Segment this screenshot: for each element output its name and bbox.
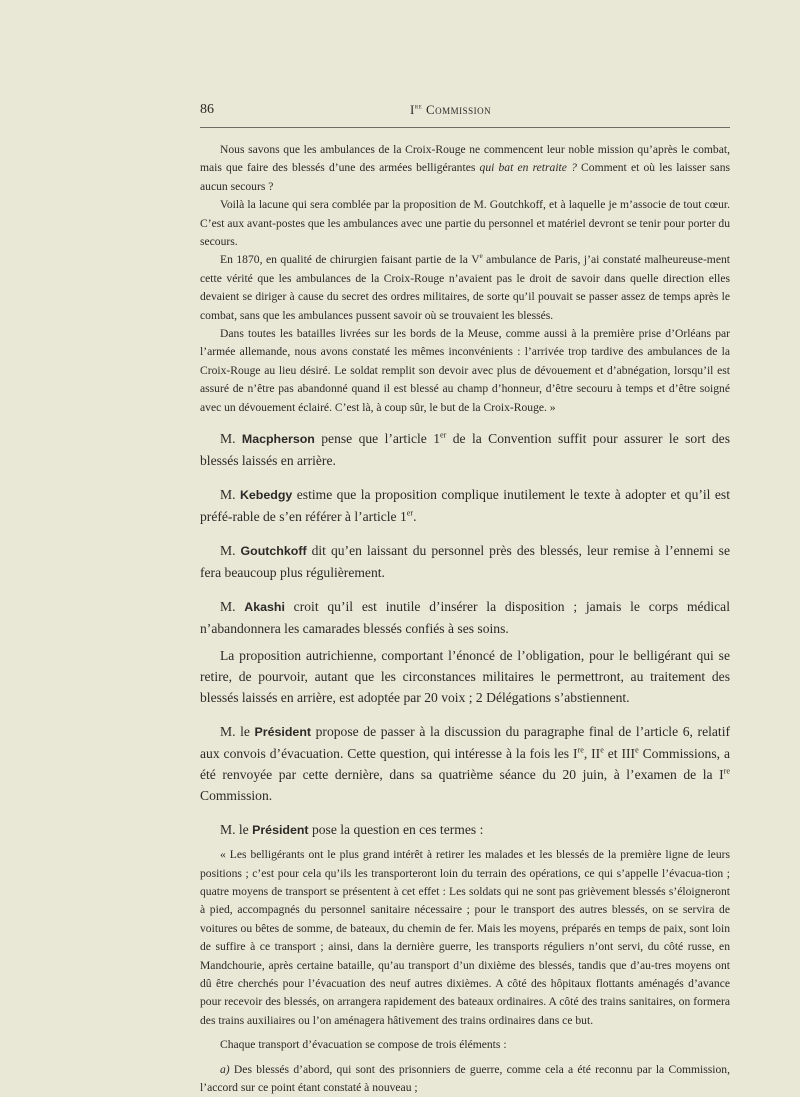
paragraph (200, 819, 730, 841)
emphasis: a) (220, 1062, 230, 1076)
text-run: , II (583, 746, 601, 762)
text-run: M. le (220, 822, 253, 838)
paragraph (200, 1036, 730, 1054)
superscript: re (723, 766, 730, 776)
speaker-name: Kebedgy (239, 488, 293, 503)
text-run: . (413, 509, 417, 525)
text-run: pose la question en ces termes : (308, 822, 484, 838)
paragraph (200, 484, 730, 527)
text-run: M. (220, 487, 240, 503)
text-run: « Les belligérants ont le plus grand intérêt à retirer les malades et les blessés de la première ligne de leurs positions ; c’est pour cela qu’ils les transporteront loin du terrain des opérations, ce qui s’appelle l’évacua-tion ; quatre moyens de transport se présentent à cet effet : Les soldats qui ne sont pas grièvement blessés s’éloigneront à pied, accompagnés du personnel sanitaire nécessaire ; pour le transport des autres blessés, on se servira de voitures ou bêtes de somme, de bateaux, du chemin de fer. Mais les moyens, préparés en temps de paix, sont loin de suffire à ce transport ; ainsi, dans la dernière guerre, les transports réguliers n’ont servi, du côté russe, en Mandchourie, après certaine bataille, qu’au transport d’un dixième des blessés, tandis que d’au-tres moyens ont dû être cherchés pour l’évacuation des neuf autres dixièmes. A côté des hôpitaux flottants aménagés d’avance pour recevoir des blessés, on arrangera rapidement des bateaux ordinaires. A côté des trains sanitaires, on formera des trains auxiliaires ou l’on aménagera hâtivement des trains ordinaires dans ce but. (200, 848, 730, 1027)
paragraph (200, 141, 730, 196)
text-run: de la Convention suffit pour assurer le sort des blessés laissés en arrière. (200, 431, 731, 469)
paragraph (200, 645, 730, 708)
speaker-name: Président (252, 823, 309, 838)
speaker-name: Macpherson (241, 432, 315, 447)
text-run: M. (220, 431, 242, 447)
text-run: estime que la proposition complique inutilement le texte à adopter et qu’il est préfé-rable de s’en référer à l’article 1 (200, 487, 730, 525)
text-run: Chaque transport d’évacuation se compose de trois éléments : (220, 1038, 507, 1052)
page-body (200, 141, 730, 1097)
speaker-name: Président (254, 725, 312, 740)
superscript: er (406, 508, 414, 518)
text-run: ambulance de Paris, j’ai constaté malheureuse-ment cette vérité que les ambulances de la Croix-Rouge n’avaient pas le droit de savoir dans quelle direction elles devaient se diriger à cause du secret des ordres militaires, de sorte qu’il pouvait se passer assez de temps après le combat, sans que les ambulances pussent savoir où se trouvaient les blessés. (200, 253, 730, 322)
text-run: Commission. (200, 788, 273, 804)
paragraph (200, 721, 730, 806)
running-title: Ire Commission (410, 101, 492, 117)
superscript: e (600, 745, 604, 755)
text-run: M. le (220, 724, 255, 740)
superscript: e (479, 252, 483, 261)
text-run: Commissions, a été renvoyée par cette dernière, dans sa quatrième séance du 20 juin, à l’examen de la I (200, 746, 730, 783)
text-run: M. (220, 599, 245, 615)
text-run: La proposition autrichienne, comportant l’énoncé de l’obligation, pour le belligérant qui se retire, de pourvoir, autant que les circonstances militaires le permettront, au traitement des blessés laissés en arrière, est adoptée par 20 voix ; 2 Délégations s’abstiennent. (200, 648, 730, 706)
text-run: Nous savons que les ambulances de la Croix-Rouge ne commencent leur noble mission qu’après le combat, mais que faire des blessés d’une des armées belligérantes (200, 143, 730, 175)
paragraph (200, 196, 730, 251)
text-run: Comment et où les laisser sans aucun secours ? (200, 161, 731, 193)
page-header (200, 102, 730, 122)
speaker-name: Goutchkoff (240, 544, 307, 559)
superscript: er (440, 430, 447, 440)
text-run: croit qu’il est inutile d’insérer la disposition ; jamais le corps médical n’abandonnera les camarades blessés confiés à ses soins. (200, 599, 730, 637)
superscript: re (577, 745, 584, 755)
paragraph (200, 540, 730, 583)
text-run: Voilà la lacune qui sera comblée par la proposition de M. Goutchkoff, et à laquelle je m’associe de tout cœur. C’est aux avant-postes que les ambulances avec une partie du personnel et matériel devront se tenir pour porter du secours. (200, 198, 730, 249)
text-run: et III (603, 746, 636, 762)
text-run: Dans toutes les batailles livrées sur les bords de la Meuse, comme aussi à la première prise d’Orléans par l’armée allemande, nous avons constaté les mêmes inconvénients : l’arrivée trop tardive des ambulances de la Croix-Rouge au lieu désiré. Le soldat remplit son devoir avec plus de dévouement et d’abnégation, lorsqu’il est assuré de n’être pas abandonné quand il est blessé au champ d’honneur, d’être secouru à temps et d’être soigné avec un dévouement éclairé. C’est là, à coup sûr, le but de la Croix-Rouge. » (200, 327, 730, 414)
text-run: propose de passer à la discussion du paragraphe final de l’article 6, relatif aux convois d’évacuation. Cette question, qui intéresse à la fois les I (200, 724, 730, 762)
emphasis: qui bat en retraite ? (479, 161, 577, 175)
page-number: 86 (200, 102, 214, 117)
text-run: Des blessés d’abord, qui sont des prisonniers de guerre, comme cela a été reconnu par la Commission, l’accord sur ce point étant constaté à nouveau ; (200, 1062, 730, 1094)
paragraph (200, 325, 730, 417)
superscript: e (635, 745, 639, 755)
paragraph (200, 1061, 730, 1097)
text-run: pense que l’article 1 (314, 431, 441, 447)
paragraph (200, 596, 730, 639)
text-run: dit qu’en laissant du personnel près des blessés, leur remise à l’ennemi se fera beaucoup plus régulièrement. (200, 543, 730, 581)
speaker-name: Akashi (244, 600, 285, 615)
paragraph (200, 428, 730, 471)
paragraph (200, 251, 730, 325)
text-run: En 1870, en qualité de chirurgien faisant partie de la V (220, 253, 480, 267)
text-run: M. (220, 543, 241, 559)
header-rule (200, 127, 730, 128)
paragraph (200, 846, 730, 1030)
